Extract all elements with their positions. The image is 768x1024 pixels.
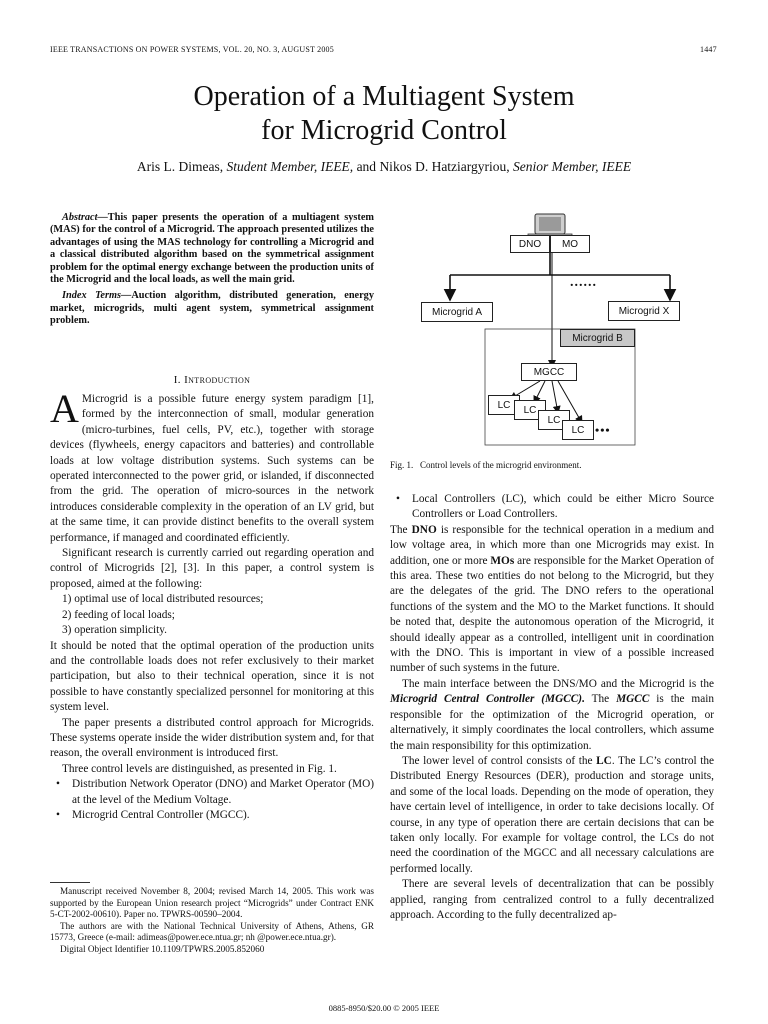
footnote-block xyxy=(50,886,374,956)
author-1: Aris L. Dimeas, xyxy=(136,159,224,174)
lc-term: LC xyxy=(596,754,612,767)
footnote-affiliation: The authors are with the National Technical University of Athens, Athens, GR 15773, Greece (e-mail: adimeas@power.ece.ntua.gr; nh @power.ece.ntua.gr). xyxy=(50,920,374,943)
section-heading xyxy=(50,374,374,386)
abstract-label: Abstract— xyxy=(62,212,108,223)
microgrid-a-box: Microgrid A xyxy=(421,302,493,322)
figure-caption xyxy=(390,460,581,470)
text-run: The xyxy=(584,693,617,706)
text-run: The lower level of control consists of the xyxy=(402,754,597,767)
drop-cap: A xyxy=(50,386,79,431)
lc-box-2: LC xyxy=(514,400,546,420)
author-and: and xyxy=(356,159,377,174)
figure-caption-text: Control levels of the microgrid environment. xyxy=(420,460,582,470)
section-title: Introduction xyxy=(184,374,251,386)
list-item: • Distribution Network Operator (DNO) and Market Operator (MO) at the level of the Medium Voltage. xyxy=(50,777,374,808)
lc-paragraph xyxy=(390,754,714,877)
title-line-1: Operation of a Multiagent System xyxy=(193,81,575,112)
list-item: • Local Controllers (LC), which could be either Micro Source Controllers or Load Controllers. xyxy=(390,492,714,523)
author-1-role: Student Member, IEEE, xyxy=(226,159,354,174)
index-terms-paragraph xyxy=(50,290,374,327)
list-item: • Microgrid Central Controller (MGCC). xyxy=(50,808,374,823)
section-number: I. xyxy=(173,374,181,386)
more-lc-dots: ••• xyxy=(595,423,611,437)
intro-paragraph-4: The paper presents a distributed control approach for Microgrids. These systems operate inside the wider distribution system and, for that reason, the overall environment is introduced first. xyxy=(50,716,374,760)
intro-paragraph-2: Significant research is currently carried out regarding operation and control of Microgrids [2], [3]. In this paper, a control system is proposed, aimed at the following: xyxy=(50,547,374,590)
lc-box-4: LC xyxy=(562,420,594,440)
lc-box-1: LC xyxy=(488,395,520,415)
dno-box: DNO xyxy=(510,235,550,253)
footnote-doi: Digital Object Identifier 10.1109/TPWRS.2005.852060 xyxy=(60,943,265,954)
copyright-footer: 0885-8950/$20.00 © 2005 IEEE xyxy=(328,1003,440,1013)
objective-list xyxy=(50,592,374,638)
microgrid-x-box: Microgrid X xyxy=(608,301,680,321)
left-column xyxy=(50,386,374,823)
list-item: 1) optimal use of local distributed resources; xyxy=(62,593,264,606)
index-terms-text: Auction algorithm, distributed generation, energy market, microgrids, multi agent system, symmetrical assignment problem. xyxy=(50,290,374,327)
figure-1 xyxy=(390,205,720,450)
right-column xyxy=(390,492,714,923)
abstract-paragraph xyxy=(50,212,374,286)
title-line-2: for Microgrid Control xyxy=(261,115,507,146)
list-item: 2) feeding of local loads; xyxy=(62,608,175,621)
index-terms-label: Index Terms— xyxy=(62,290,132,302)
abstract-block xyxy=(50,212,374,332)
local-controllers-list xyxy=(390,492,714,523)
intro-paragraph-1 xyxy=(50,386,374,546)
mos-term: MOs xyxy=(490,554,515,567)
intro-paragraph-5: Three control levels are distinguished, as presented in Fig. 1. xyxy=(62,762,337,775)
text-run: . The LC’s control the Distributed Energy Resources (DER), production and storage units, and some of the local loads. Depending on the mode of operation, they have certain level of intelligence, in order to take decisions locally. Of course, in any type of operation there are certain decisions that can be taken only locally. For example for voltage control, the LCs do not need the coordination of the MGCC and all necessary calculations are performed locally. xyxy=(390,754,714,875)
decentralization-paragraph: There are several levels of decentralization that can be possibly applied, ranging from centralized control to a fully decentralized approach. According to the fully decentralized ap- xyxy=(390,878,714,921)
lc-box-3: LC xyxy=(538,410,570,430)
mgcc-term: Microgrid Central Controller (MGCC). xyxy=(390,693,585,706)
intro-paragraph-1-text: Microgrid is a possible future energy system paradigm [1], formed by the interconnection of small, modular generation (micro-turbines, fuel cells, PV, etc.), together with storage devices (flywheels, energy capacitors and batteries) and controllable loads at low voltage distribution systems. Such systems can be operated interconnected to the power grid, or islanded, if disconnected from the grid. The operation of micro-sources in the network introduces considerable complexity in the operation of an LV grid, but at the same time, it can provide distinct benefits to the overall system performance, if managed and coordinated efficiently. xyxy=(50,393,374,544)
microgrid-b-label: Microgrid B xyxy=(560,329,635,347)
figure-caption-number: Fig. 1. xyxy=(390,460,414,470)
mgcc-abbrev: MGCC xyxy=(616,693,650,706)
dno-paragraph xyxy=(390,523,714,677)
page-number: 1447 xyxy=(700,45,717,54)
text-run: are responsible for the Market Operation of this area. These two entities do not belong to the Microgrid, but they are the delegates of the grid. The DNO refers to the operational functions of the system and the MO to the Market functions. It should be noted that, despite the autonomous operation of the Microgrid, it should ideally appear as a controlled, intelligent unit in coordination with the DNO. This is important in view of a possible increased number of such systems in the future. xyxy=(390,554,714,675)
text-run: The main interface between the DNS/MO and the Microgrid is the xyxy=(402,677,714,690)
text-run: is responsible for the technical operation in a medium and low voltage area, in which more than one Microgrids may exist. In addition, one or more xyxy=(390,523,714,567)
author-2: Nikos D. Hatziargyriou, xyxy=(379,159,510,174)
text-run: is the main responsible for the optimization of the Microgrid operation, or alternatively, it simply coordinates the local controllers, which assume the main responsibility for this optimization. xyxy=(390,693,714,752)
author-line xyxy=(0,159,768,175)
footnote-manuscript: Manuscript received November 8, 2004; revised March 14, 2005. This work was supported by the European Union research project “Microgrids” under Contract ENK 5-CT-2002-00610). Paper no. TPWRS-00590–2004. xyxy=(50,886,374,920)
mo-box: MO xyxy=(550,235,590,253)
abstract-text: This paper presents the operation of a multiagent system (MAS) for the control of a Microgrid. The approach presented utilizes the advantages of using the MAS technology for controlling a Microgrid and a classical distributed algorithm based on the symmetrical assignment problem for the optimal energy exchange between the production units of the Microgrid and the local loads, as well the main grid. xyxy=(50,212,374,286)
mgcc-paragraph xyxy=(390,677,714,754)
intro-paragraph-3: It should be noted that the optimal operation of the production units and the controllable loads does not refer exclusively to their market participation, but also to their technical operation, since it is not possible to have constantly specialized personnel for monitoring at this system level. xyxy=(50,639,374,714)
footnote-rule xyxy=(50,882,90,883)
text-run: The xyxy=(390,523,412,536)
mgcc-box: MGCC xyxy=(521,363,577,381)
author-2-role: Senior Member, IEEE xyxy=(513,159,632,174)
more-microgrids-dots: ...... xyxy=(570,275,597,290)
dno-term: DNO xyxy=(411,523,437,536)
list-item: 3) operation simplicity. xyxy=(62,624,167,637)
control-levels-list xyxy=(50,777,374,823)
journal-header: IEEE TRANSACTIONS ON POWER SYSTEMS, VOL. 20, NO. 3, AUGUST 2005 xyxy=(50,45,334,54)
paper-title xyxy=(0,80,768,148)
